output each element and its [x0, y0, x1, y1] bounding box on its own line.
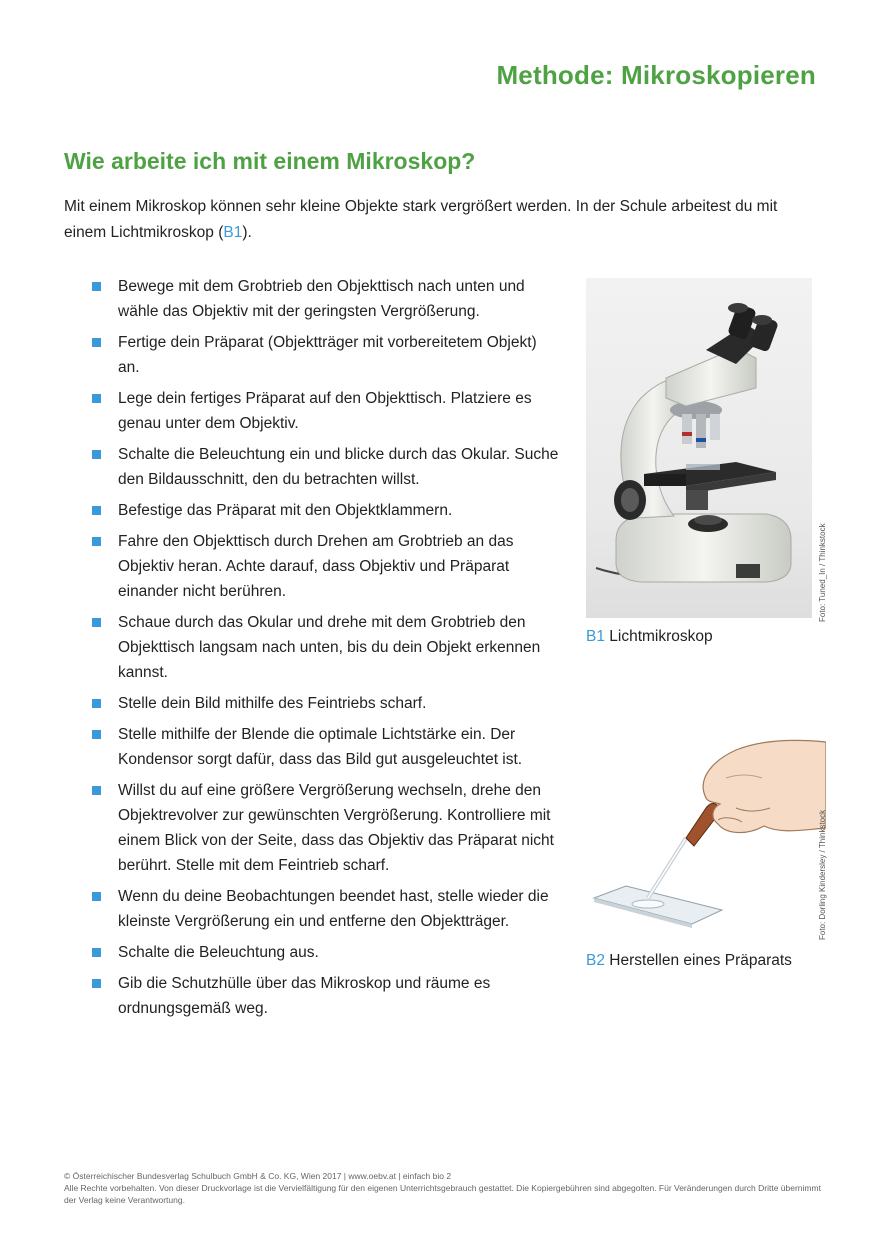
footer — [64, 1170, 824, 1206]
section-title: Wie arbeite ich mit einem Mikroskop? — [64, 148, 476, 174]
figure-caption-b1 — [586, 625, 806, 648]
list-item — [92, 529, 562, 604]
step-text: Gib die Schutzhülle über das Mikroskop und räume es ordnungsgemäß weg. — [118, 975, 491, 1017]
step-text: Willst du auf eine größere Vergrößerung wechseln, drehe den Objektrevolver zur gewünschten Vergrößerung. Kontrolliere mit einem Blick von der Seite, dass das Objektiv das Präparat nicht berührt. Stelle mit dem Feintrieb scharf. — [118, 782, 554, 874]
microscope-photo — [586, 278, 812, 618]
list-item — [92, 940, 562, 965]
list-item — [92, 386, 562, 436]
figure-label-b2: B2 — [586, 952, 605, 969]
list-item — [92, 971, 562, 1021]
step-text: Schaue durch das Okular und drehe mit dem Grobtrieb den Objekttisch langsam nach unten, bis du dein Objekt erkennen kannst. — [118, 614, 541, 681]
square-bullet-icon — [92, 699, 101, 708]
step-text: Fertige dein Präparat (Objektträger mit vorbereitetem Objekt) an. — [118, 334, 537, 376]
step-text: Schalte die Beleuchtung aus. — [118, 944, 319, 961]
square-bullet-icon — [92, 730, 101, 739]
photo-credit-b2: Foto: Dorling Kindersley / Thinkstock — [818, 809, 827, 940]
microscope-illustration — [586, 278, 812, 618]
step-text: Stelle dein Bild mithilfe des Feintriebs scharf. — [118, 695, 427, 712]
intro-text-end: ). — [242, 224, 252, 241]
intro-paragraph — [64, 194, 814, 246]
list-item — [92, 274, 562, 324]
list-item — [92, 722, 562, 772]
square-bullet-icon — [92, 948, 101, 957]
step-text: Stelle mithilfe der Blende die optimale Lichtstärke ein. Der Kondensor sorgt dafür, dass das Bild gut ausgeleuchtet ist. — [118, 726, 523, 768]
square-bullet-icon — [92, 618, 101, 627]
hand-pipette-drawing — [586, 738, 826, 938]
photo-credit-b1: Foto: Tuned_In / Thinkstock — [818, 523, 827, 622]
square-bullet-icon — [92, 979, 101, 988]
list-item — [92, 778, 562, 878]
square-bullet-icon — [92, 537, 101, 546]
figure-label-b1: B1 — [586, 628, 605, 645]
step-text: Wenn du deine Beobachtungen beendet hast, stelle wieder die kleinste Vergrößerung ein und entferne den Objektträger. — [118, 888, 549, 930]
step-text: Schalte die Beleuchtung ein und blicke durch das Okular. Suche den Bildausschnitt, den du betrachten willst. — [118, 446, 559, 488]
square-bullet-icon — [92, 338, 101, 347]
list-item — [92, 610, 562, 685]
list-item — [92, 691, 562, 716]
step-text: Bewege mit dem Grobtrieb den Objekttisch nach unten und wähle das Objektiv mit der geringsten Vergrößerung. — [118, 278, 525, 320]
square-bullet-icon — [92, 506, 101, 515]
step-text: Lege dein fertiges Präparat auf den Objekttisch. Platziere es genau unter dem Objektiv. — [118, 390, 532, 432]
figure-caption-text-b2: Herstellen eines Präparats — [609, 952, 792, 969]
step-text: Befestige das Präparat mit den Objektklammern. — [118, 502, 453, 519]
list-item — [92, 442, 562, 492]
square-bullet-icon — [92, 282, 101, 291]
square-bullet-icon — [92, 450, 101, 459]
square-bullet-icon — [92, 786, 101, 795]
pipette-illustration — [586, 738, 826, 938]
footer-copyright: © Österreichischer Bundesverlag Schulbuch GmbH & Co. KG, Wien 2017 | www.oebv.at | einfach bio 2 — [64, 1171, 452, 1181]
list-item — [92, 884, 562, 934]
steps-list — [92, 274, 562, 1027]
list-item — [92, 330, 562, 380]
square-bullet-icon — [92, 394, 101, 403]
figure-reference-b1: B1 — [223, 224, 243, 241]
intro-text: Mit einem Mikroskop können sehr kleine Objekte stark vergrößert werden. In der Schule arbeitest du mit einem Lichtmikroskop ( — [64, 198, 778, 241]
square-bullet-icon — [92, 892, 101, 901]
list-item — [92, 498, 562, 523]
figure-caption-text-b1: Lichtmikroskop — [609, 628, 713, 645]
step-text: Fahre den Objekttisch durch Drehen am Grobtrieb an das Objektiv heran. Achte darauf, dass Objektiv und Präparat einander nicht berühren. — [118, 533, 514, 600]
page-header-title: Methode: Mikroskopieren — [496, 60, 816, 90]
footer-rights: Alle Rechte vorbehalten. Von dieser Druckvorlage ist die Vervielfältigung für den eigenen Unterrichtsgebrauch gestattet. Die Kopiergebühren sind abgegolten. Für Veränderungen durch Dritte übernimmt der Verlag keine Verantwortung. — [64, 1183, 821, 1205]
figure-caption-b2 — [586, 949, 806, 972]
